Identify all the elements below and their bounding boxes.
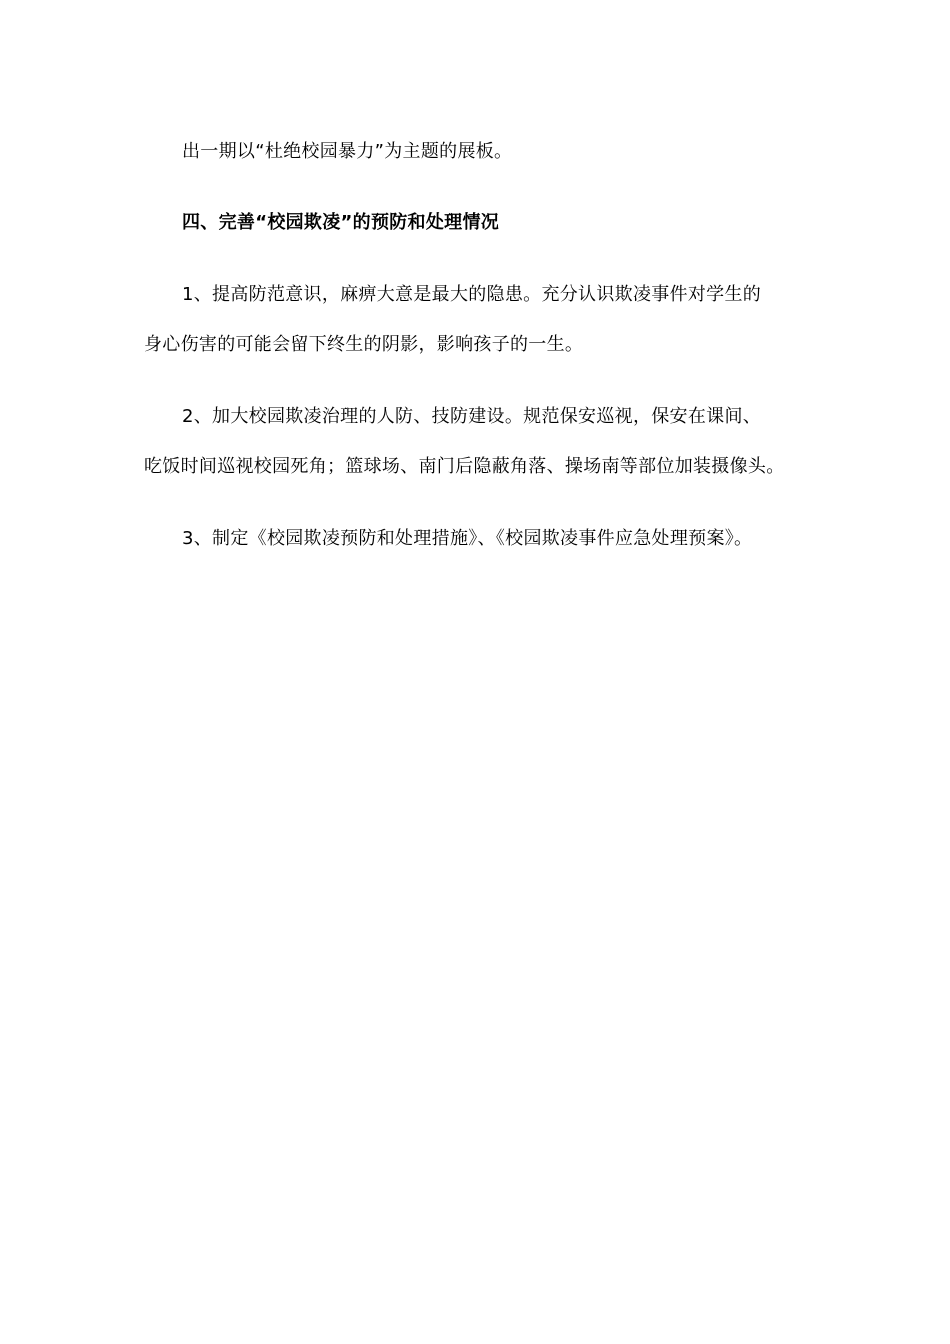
item-2-line-2: 吃饭时间巡视校园死角；篮球场、南门后隐蔽角落、操场南等部位加装摄像头。 xyxy=(144,456,785,477)
section-heading: 四、完善“校园欺凌”的预防和处理情况 xyxy=(182,212,500,233)
item-1-line-1: 1、提高防范意识，麻痹大意是最大的隐患。充分认识欺凌事件对学生的 xyxy=(182,284,762,305)
item-1-line-2: 身心伤害的可能会留下终生的阴影，影响孩子的一生。 xyxy=(144,334,584,355)
item-3-line-1: 3、制定《校园欺凌预防和处理措施》、《校园欺凌事件应急处理预案》。 xyxy=(182,528,753,549)
intro-paragraph: 出一期以“杜绝校园暴力”为主题的展板。 xyxy=(182,141,513,162)
item-2-line-1: 2、加大校园欺凌治理的人防、技防建设。规范保安巡视，保安在课间、 xyxy=(182,406,762,427)
